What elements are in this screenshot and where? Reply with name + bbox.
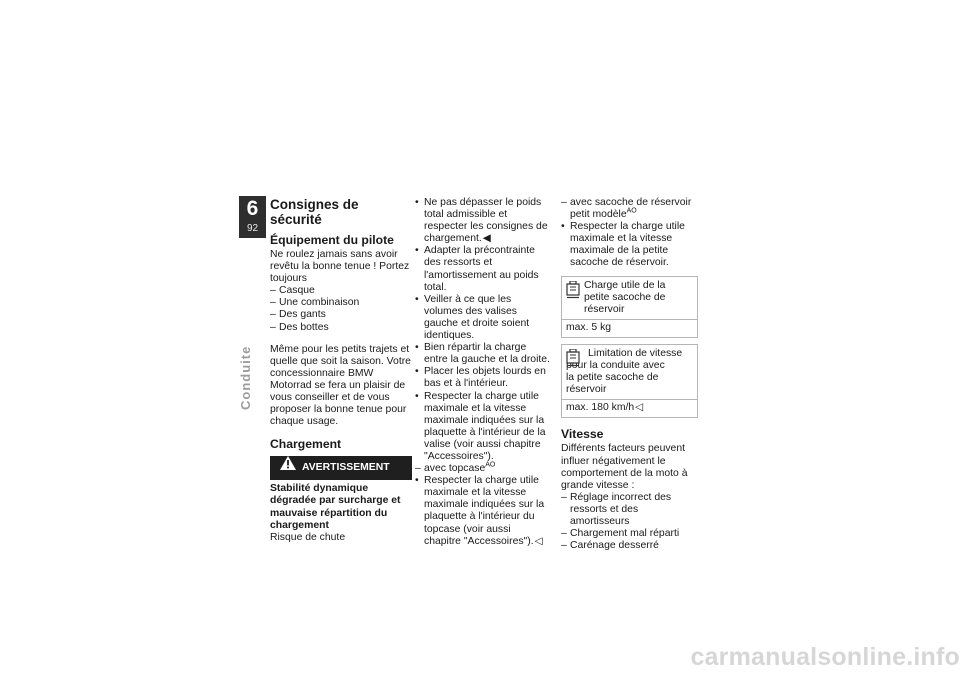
- spec-label: Charge utile de la petite sacoche de réservoir: [584, 279, 666, 315]
- list-item: – Des gants: [270, 309, 412, 321]
- spec-label-continued: la petite sacoche de réservoir: [566, 372, 659, 396]
- list-item: • Placer les objets lourds en bas et à l'intérieur.: [415, 366, 550, 390]
- chapter-tab: [239, 196, 266, 238]
- list-item: – Des bottes: [270, 322, 412, 334]
- spec-box-speed: [561, 344, 698, 418]
- page-title: Consignes de sécurité: [270, 197, 359, 227]
- section-heading-equipment: Équipement du pilote: [270, 233, 394, 247]
- column-1: [270, 197, 412, 544]
- spec-box-payload: [561, 276, 698, 338]
- list-item: – avec topcase$^{AO}$: [415, 463, 550, 475]
- list-item: – avec sacoche de réservoir petit modèle$^{AO}$: [561, 197, 698, 221]
- list-item: – Une combinaison: [270, 297, 412, 309]
- list-item: – Carénage desserré: [561, 540, 698, 552]
- list-item: – Réglage incorrect des ressorts et des amortisseurs: [561, 492, 698, 528]
- spec-value: max. 5 kg: [566, 321, 612, 333]
- page-number: 92: [246, 223, 259, 234]
- list-item: • Respecter la charge utile maximale et la vitesse maximale indiquées sur la plaquette à l'intérieur de la valise (voir aussi chapitre "Accessoires").: [415, 391, 550, 464]
- list-item: • Bien répartir la charge entre la gauche et la droite.: [415, 342, 550, 366]
- section-heading-speed: Vitesse: [561, 427, 604, 442]
- end-mark-icon: ◀: [482, 233, 491, 245]
- list-item: • Ne pas dépasser le poids total admissible et respecter les consignes de chargement.◀: [415, 197, 550, 245]
- list-item: • Veiller à ce que les volumes des valises gauche et droite soient identiques.: [415, 294, 550, 342]
- equipment-intro: Ne roulez jamais sans avoir revêtu la bonne tenue ! Portez toujours: [270, 249, 410, 285]
- tank-bag-icon: [566, 280, 584, 316]
- option-superscript: AO: [626, 207, 637, 215]
- spec-value: max. 180 km/h: [566, 402, 635, 414]
- chapter-number: 6: [246, 197, 259, 220]
- list-item: – Chargement mal réparti: [561, 528, 698, 540]
- warning-label: AVERTISSEMENT: [302, 462, 390, 474]
- end-mark-icon: ◁: [635, 402, 644, 414]
- equipment-paragraph: Même pour les petits trajets et quelle que soit la saison. Votre concessionnaire BMW Motorrad se fera un plaisir de vous conseiller et de vous proposer la bonne tenue pour chaque usage.: [270, 343, 411, 428]
- chapter-label: Conduite: [238, 345, 253, 410]
- section-heading-loading: Chargement: [270, 437, 342, 452]
- topcase-rules: [415, 475, 550, 548]
- list-item: • Respecter la charge utile maximale et la vitesse maximale indiquées sur la plaquette à l'intérieur du topcase (voir aussi chapitre "Accessoires").◁: [415, 475, 550, 548]
- equipment-list: [270, 285, 412, 333]
- list-item: – Casque: [270, 285, 412, 297]
- tankbag-rules: [561, 221, 698, 269]
- tankbag-option: [561, 197, 698, 221]
- end-mark-icon: ◁: [534, 535, 543, 547]
- column-3: [561, 197, 698, 552]
- warning-title: Stabilité dynamique dégradée par surcharge et mauvaise répartition du chargement: [270, 483, 401, 531]
- watermark: carmanualsonline.info: [690, 643, 960, 671]
- warning-risk: Risque de chute: [270, 531, 346, 543]
- tank-bag-icon: [566, 348, 584, 371]
- warning-banner: [270, 456, 412, 480]
- speed-intro: Différents facteurs peuvent influer négativement le comportement de la moto à grande vitesse :: [561, 443, 688, 491]
- topcase-option: [415, 463, 550, 475]
- warning-triangle-icon: [280, 456, 296, 480]
- list-item: • Respecter la charge utile maximale et la vitesse maximale de la petite sacoche de réservoir.: [561, 221, 698, 269]
- list-item: • Adapter la précontrainte des ressorts et l'amortissement au poids total.: [415, 245, 550, 293]
- spec-label: Limitation de vitesse pour la conduite avec: [566, 347, 683, 372]
- option-superscript: AO: [485, 461, 496, 469]
- speed-factors: [561, 492, 698, 552]
- loading-rules: [415, 197, 550, 463]
- column-2: [415, 197, 550, 548]
